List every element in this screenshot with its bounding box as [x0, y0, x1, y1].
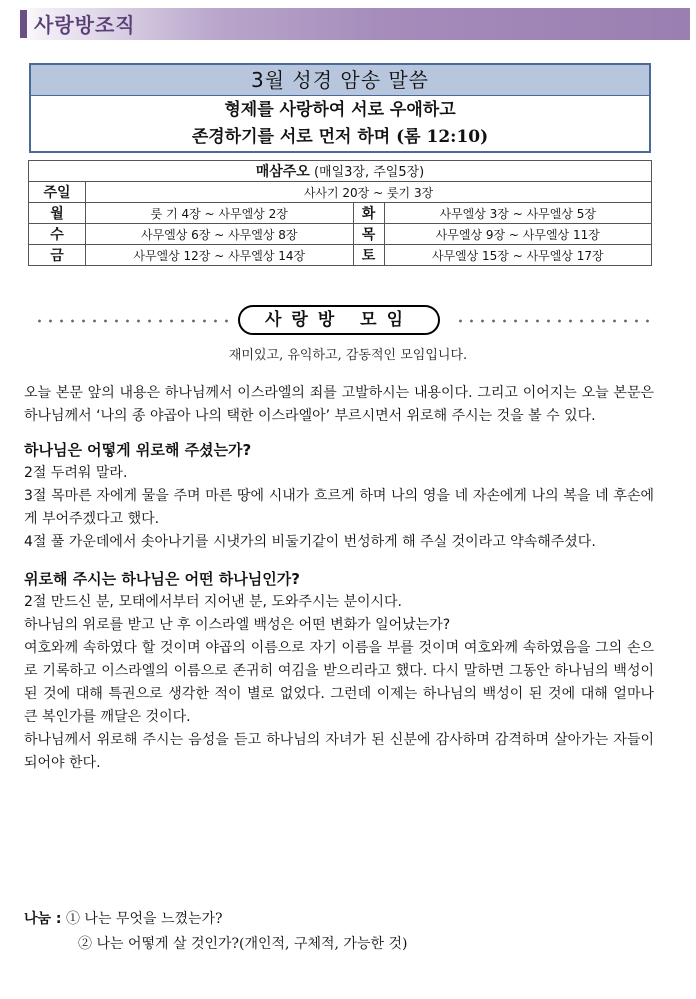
dotted-rule-left: [34, 319, 234, 323]
answer-paragraph: 3절 목마른 자에게 물을 주며 마른 땅에 시내가 흐르게 하며 나의 영을 네 자손에게 나의 복을 네 후손에게 부어주겠다고 했다.: [24, 488, 654, 527]
day-label: 토: [353, 245, 384, 266]
reading-plan-title-rest: (매일3장, 주일5장): [309, 165, 425, 180]
reading-plan-row: [29, 203, 652, 224]
section-title: 사랑방조직: [34, 13, 136, 37]
reading-plan-title-row: [29, 161, 652, 182]
reading-entry: 사무엘상 15장 ~ 사무엘상 17장: [384, 245, 652, 266]
sharing-question-2: ② 나는 어떻게 살 것인가?(개인적, 구체적, 가능한 것): [78, 936, 408, 952]
memory-verse-heading: 3월 성경 암송 말씀: [31, 65, 649, 96]
day-label: 수: [29, 224, 86, 245]
day-label-sunday: 주일: [29, 182, 86, 203]
reading-entry: 사무엘상 3장 ~ 사무엘상 5장: [384, 203, 652, 224]
reading-entry-sunday: 사사기 20장 ~ 룻기 3장: [86, 182, 652, 203]
meeting-title-pill: 사랑방 모임: [238, 305, 440, 335]
reading-plan-title-bold: 매삼주오: [255, 164, 310, 180]
answer-paragraph: 4절 풀 가운데에서 솟아나기를 시냇가의 비둘기같이 번성하게 해 주실 것이라고 약속해주셨다.: [24, 534, 596, 550]
sharing-question-1: ① 나는 무엇을 느꼈는가?: [65, 911, 223, 927]
answer-paragraph: 하나님의 위로를 받고 난 후 이스라엘 백성은 어떤 변화가 일어났는가?: [24, 617, 451, 633]
question-heading-1: 하나님은 어떻게 위로해 주셨는가?: [24, 441, 252, 459]
question-heading-2: 위로해 주시는 하나님은 어떤 하나님인가?: [24, 570, 300, 588]
reading-entry: 사무엘상 9장 ~ 사무엘상 11장: [384, 224, 652, 245]
reading-plan-title: [29, 161, 652, 182]
dotted-rule-right: [455, 319, 650, 323]
memory-verse-box: [29, 63, 651, 153]
memory-verse-line-2: 존경하기를 서로 먼저 하며 (롬 12:10): [191, 127, 489, 147]
sharing-label: 나눔 :: [24, 911, 62, 927]
day-label: 화: [353, 203, 384, 224]
answer-paragraph: 2절 만드신 분, 모태에서부터 지어낸 분, 도와주시는 분이시다.: [24, 594, 402, 610]
study-body: [24, 382, 654, 775]
answer-paragraph: 하나님께서 위로해 주시는 음성을 듣고 하나님의 자녀가 된 신분에 감사하며 감격하며 살아가는 자들이 되어야 한다.: [24, 732, 654, 771]
reading-plan-row: [29, 224, 652, 245]
answer-paragraph: 2절 두려워 말라.: [24, 465, 128, 481]
answer-paragraph: 여호와께 속하였다 할 것이며 야곱의 이름으로 자기 이름을 부를 것이며 여호와께 속하였음을 그의 손으로 기록하고 이스라엘의 이름으로 존귀히 여김을 받으리라고 했다. 다시 말하면 그동안 하나님의 백성이 된 것에 대해 특권으로 생각한 적이 별로 없었다. 그런데 이제는 하나님의 백성이 된 것에 대해 얼마나 큰 복인가를 깨달은 것이다.: [24, 640, 654, 725]
reading-entry: 사무엘상 6장 ~ 사무엘상 8장: [86, 224, 354, 245]
day-label: 월: [29, 203, 86, 224]
intro-paragraph: 오늘 본문 앞의 내용은 하나님께서 이스라엘의 죄를 고발하시는 내용이다. 그리고 이어지는 오늘 본문은 하나님께서 ‘나의 종 야곱아 나의 택한 이스라엘아’ 부르시면서 위로해 주시는 것을 볼 수 있다.: [24, 385, 654, 424]
memory-verse-line-1: 형제를 사랑하여 서로 우애하고: [224, 100, 456, 120]
reading-entry: 룻 기 4장 ~ 사무엘상 2장: [86, 203, 354, 224]
reading-plan-table: [28, 160, 652, 266]
reading-plan-row: [29, 182, 652, 203]
reading-entry: 사무엘상 12장 ~ 사무엘상 14장: [86, 245, 354, 266]
meeting-subtitle: 재미있고, 유익하고, 감동적인 모임입니다.: [228, 348, 468, 363]
sharing-section: [24, 907, 407, 957]
day-label: 목: [353, 224, 384, 245]
section-header-accent: [20, 10, 27, 38]
day-label: 금: [29, 245, 86, 266]
reading-plan-row: [29, 245, 652, 266]
